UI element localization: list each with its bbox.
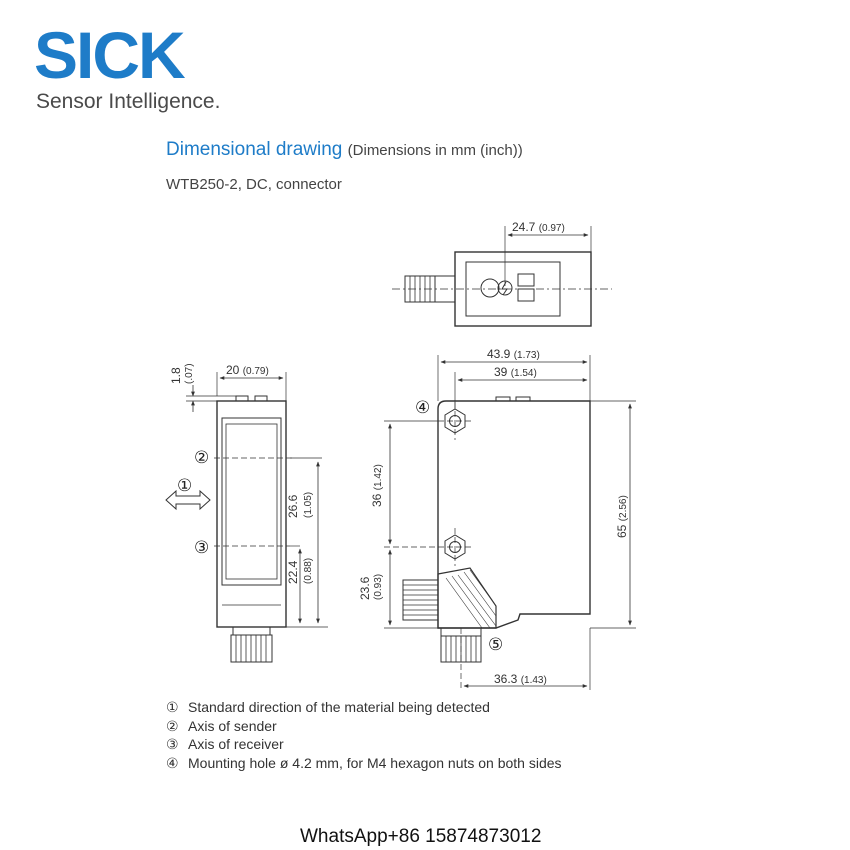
top-view-panel [466, 262, 560, 316]
brand-logo: SICK [34, 18, 184, 92]
legend-item: ① Standard direction of the material being detected [166, 699, 490, 715]
callout-3: ③ [194, 538, 210, 558]
dim-total-width: 43.9 (1.73) [487, 347, 540, 361]
dim-sender-axis-inch: (1.05) [303, 491, 314, 518]
title-main: Dimensional drawing [166, 139, 343, 160]
dim-top-width: 24.7 (0.97) [512, 220, 565, 234]
potentiometer-icon [481, 279, 499, 297]
dim-receiver-axis: 22.4 [286, 560, 300, 584]
legend-item: ② Axis of sender [166, 717, 277, 734]
front-view-housing [217, 401, 286, 627]
top-view [392, 226, 612, 326]
brand-tagline: Sensor Intelligence. [36, 90, 221, 113]
model-label: WTB250-2, DC, connector [166, 176, 342, 193]
side-view-housing [438, 401, 590, 628]
dim-hole-spacing-h: 39 (1.54) [494, 365, 537, 379]
dim-front-width: 20 (0.79) [226, 363, 269, 377]
dim-receiver-axis-inch: (0.88) [303, 557, 314, 584]
callout-5: ⑤ [488, 635, 504, 655]
led-indicator-icon [518, 289, 534, 301]
dim-front-offset-inch: (.07) [184, 363, 195, 384]
led-indicator-icon [518, 274, 534, 286]
legend-item: ④ Mounting hole ø 4.2 mm, for M4 hexagon nuts on both sides [166, 755, 562, 772]
dim-hole-spacing-v: 36 (1.42) [370, 464, 384, 507]
dim-connector-offset: 36.3 (1.43) [494, 672, 547, 686]
contact-footer: WhatsApp+86 15874873012 [300, 826, 542, 847]
dim-front-offset: 1.8 [169, 367, 183, 384]
callout-2: ② [194, 448, 210, 468]
front-view-window [222, 418, 281, 585]
dim-height: 65 (2.56) [615, 495, 629, 538]
dim-lower-hole: 23.6 [358, 576, 372, 600]
dim-lower-hole-inch: (0.93) [373, 573, 384, 600]
side-view-connector-housing [438, 568, 496, 628]
legend-item: ③ Axis of receiver [166, 736, 284, 753]
callout-4: ④ [415, 398, 431, 418]
dim-sender-axis: 26.6 [286, 494, 300, 518]
legend [166, 698, 562, 773]
title-sub: (Dimensions in mm (inch)) [347, 142, 523, 159]
callout-1: ① [177, 476, 193, 496]
